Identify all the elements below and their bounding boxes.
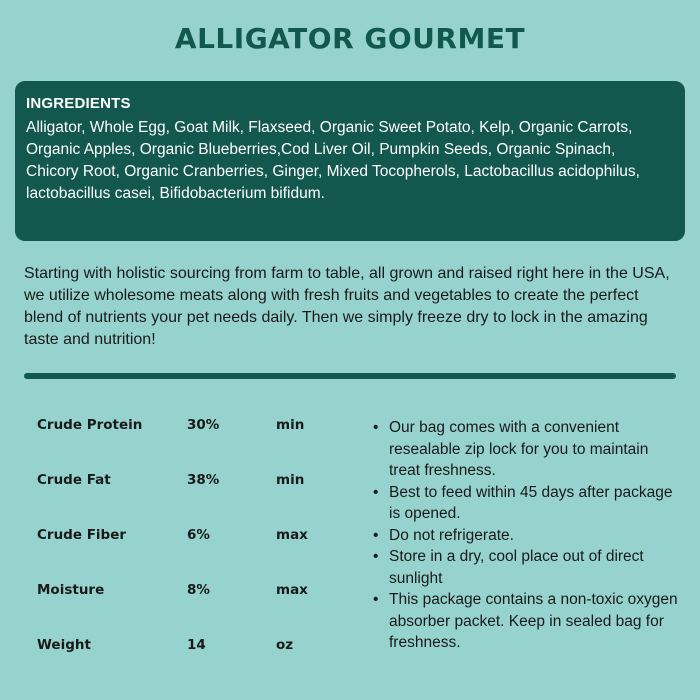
nutrition-value: 6% (187, 527, 210, 543)
guaranteed-analysis-table (37, 412, 327, 687)
nutrition-label: Crude Fiber (37, 527, 127, 543)
nutrition-row-weight (37, 632, 327, 687)
nutrition-unit: max (276, 527, 308, 543)
nutrition-row-fiber (37, 522, 327, 577)
note-item: • Do not refrigerate. (370, 525, 680, 547)
nutrition-row-fat (37, 467, 327, 522)
note-item: • This package contains a non-toxic oxygen absorber packet. Keep in sealed bag for freshness. (370, 589, 680, 654)
nutrition-unit: max (276, 582, 308, 598)
section-divider (24, 373, 676, 379)
note-item: • Our bag comes with a convenient resealable zip lock for you to maintain treat freshness. (370, 417, 680, 482)
note-item: • Store in a dry, cool place out of direct sunlight (370, 546, 680, 589)
nutrition-label: Weight (37, 637, 91, 653)
nutrition-label: Moisture (37, 582, 105, 598)
nutrition-label: Crude Fat (37, 472, 111, 488)
storage-notes-list (370, 417, 680, 654)
nutrition-row-protein (37, 412, 327, 467)
nutrition-label: Crude Protein (37, 417, 143, 433)
note-item: • Best to feed within 45 days after package is opened. (370, 482, 680, 525)
nutrition-value: 30% (187, 417, 220, 433)
ingredients-list: Alligator, Whole Egg, Goat Milk, Flaxseed, Organic Sweet Potato, Kelp, Organic Carrots, Organic Apples, Organic Blueberries,Cod Liver Oil, Pumpkin Seeds, Organic Spinach, Chicory Root, Organic Cranberries, Ginger, Mixed Tocopherols, Lactobacillus acidophilus, lactobacillus casei, Bifidobacterium bifidum. (26, 119, 640, 202)
ingredients-heading: INGREDIENTS (26, 95, 131, 112)
nutrition-value: 14 (187, 637, 206, 653)
product-description: Starting with holistic sourcing from farm to table, all grown and raised right here in the USA, we utilize wholesome meats along with fresh fruits and vegetables to create the perfect blend of nutrients your pet needs daily. Then we simply freeze dry to lock in the amazing taste and nutrition! (24, 265, 670, 348)
page-title: ALLIGATOR GOURMET (174, 22, 526, 55)
nutrition-unit: oz (276, 637, 294, 653)
nutrition-value: 8% (187, 582, 210, 598)
nutrition-unit: min (276, 417, 305, 433)
nutrition-value: 38% (187, 472, 220, 488)
ingredients-panel (15, 81, 685, 241)
nutrition-unit: min (276, 472, 305, 488)
nutrition-row-moisture (37, 577, 327, 632)
